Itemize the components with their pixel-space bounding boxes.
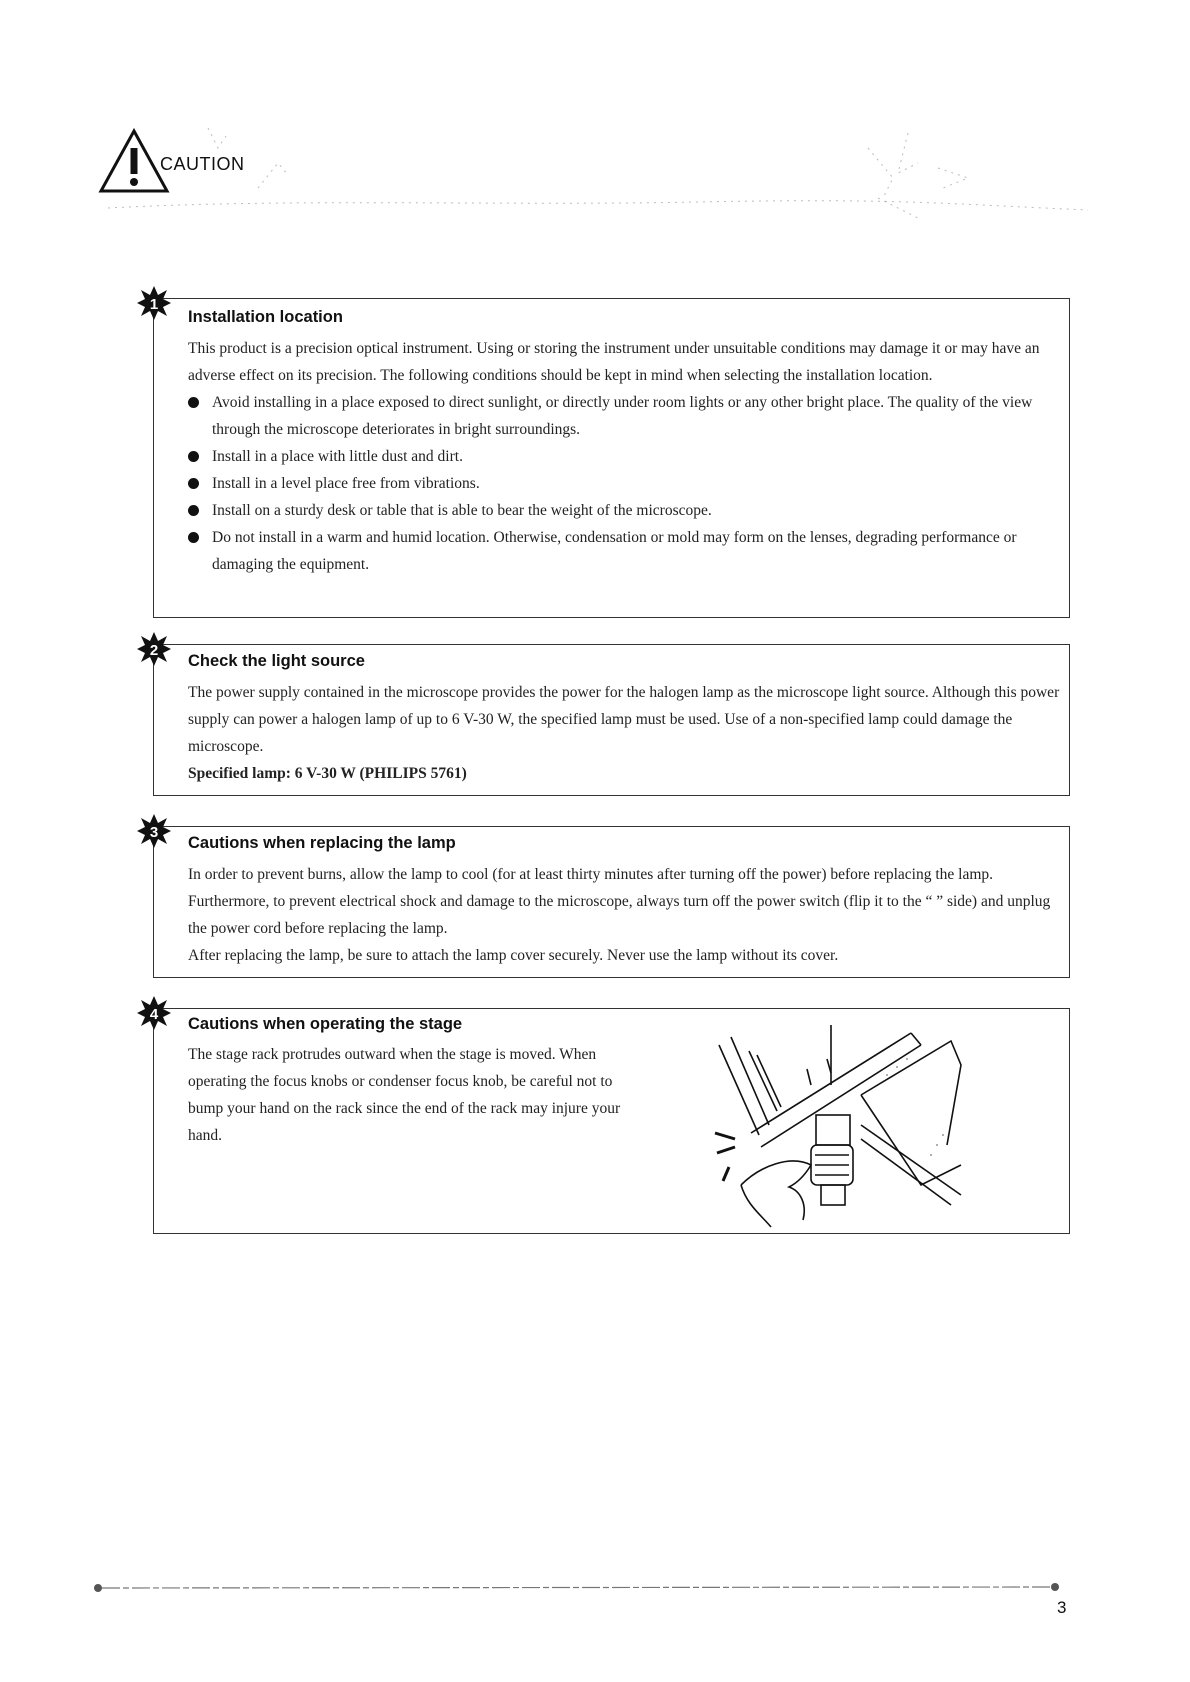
list-item: Avoid installing in a place exposed to direct sunlight, or directly under room lights or any other bright place. The quality of the view through the microscope deteriorates in bright surroundings. — [188, 389, 1056, 443]
section-number-1-icon — [136, 285, 172, 321]
section-check-light-source — [149, 642, 1070, 796]
list-item: Install in a place with little dust and dirt. — [188, 443, 1056, 470]
section-replacing-lamp — [149, 824, 1070, 978]
section-number-3-icon — [136, 813, 172, 849]
svg-text:2: 2 — [149, 642, 159, 659]
list-item: Do not install in a warm and humid location. Otherwise, condensation or mold may form on the lenses, degrading performance or damaging the equipment. — [188, 524, 1056, 578]
section-title: Check the light source — [188, 652, 365, 670]
section-title: Cautions when operating the stage — [188, 1015, 463, 1033]
section-title: Installation location — [188, 308, 343, 326]
list-item: Install on a sturdy desk or table that is able to bear the weight of the microscope. — [188, 497, 1056, 524]
caution-header — [98, 128, 1098, 248]
condition-list — [188, 389, 1056, 578]
svg-text:4: 4 — [149, 1006, 159, 1023]
section-text: In order to prevent burns, allow the lamp to cool (for at least thirty minutes after turning off the power) before replacing the lamp. Furthermore, to prevent electrical shock and damage to the microscope, always turn off the power switch (flip it to the “ ” side) and unplug the power cord before replacing the lamp. — [188, 866, 1051, 937]
section-text: The power supply contained in the microscope provides the power for the halogen lamp as the microscope light source. Although this power supply can power a halogen lamp of up to 6 V-30 W, the specified lamp must be used. Use of a non-specified lamp could damage the microscope. — [188, 684, 1060, 755]
decorative-scribble — [98, 128, 1098, 248]
svg-text:3: 3 — [149, 824, 159, 841]
section-text: After replacing the lamp, be sure to attach the lamp cover securely. Never use the lamp without its cover. — [188, 947, 839, 964]
specified-lamp: Specified lamp: 6 V-30 W (PHILIPS 5761) — [188, 765, 467, 782]
section-operating-stage — [149, 1006, 1070, 1234]
microscope-stage-illustration — [711, 1015, 971, 1229]
section-title: Cautions when replacing the lamp — [188, 834, 456, 852]
section-intro: This product is a precision optical instrument. Using or storing the instrument under unsuitable conditions may damage it or may have an adverse effect on its precision. The following conditions should be kept in mind when selecting the installation location. — [188, 340, 1040, 384]
section-number-2-icon — [136, 631, 172, 667]
list-item: Install in a level place free from vibrations. — [188, 470, 1056, 497]
section-text: The stage rack protrudes outward when the stage is moved. When operating the focus knobs or condenser focus knob, be careful not to bump your hand on the rack since the end of the rack may injure your hand. — [188, 1046, 621, 1144]
footer-rule — [92, 1581, 1062, 1593]
svg-text:1: 1 — [149, 296, 159, 313]
section-installation-location — [149, 296, 1070, 618]
caution-label: CAUTION — [160, 154, 245, 174]
section-number-4-icon — [136, 995, 172, 1031]
page-number: 3 — [1057, 1598, 1067, 1617]
